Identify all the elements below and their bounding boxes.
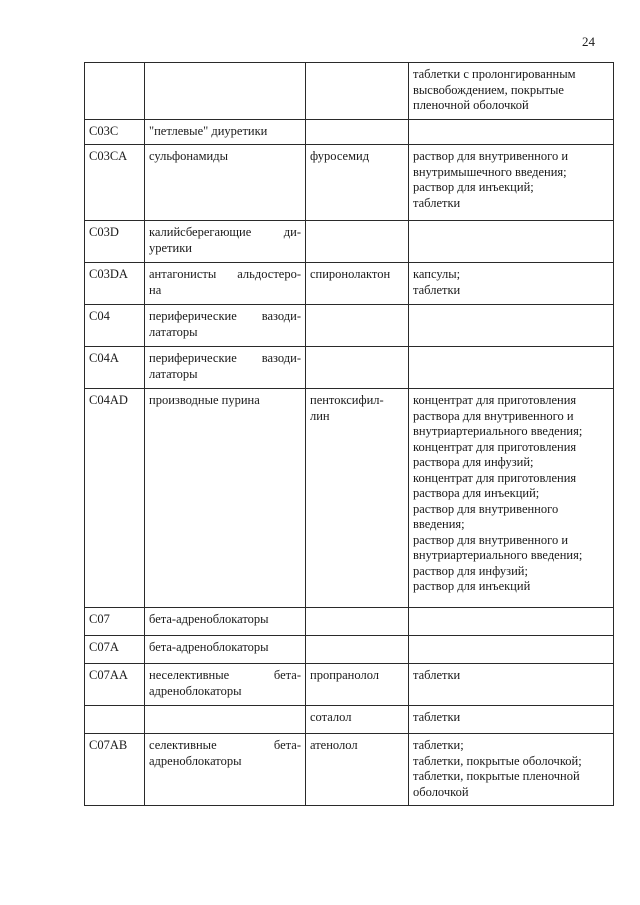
dosage-form-cell-line: внутриартериального введения; [413,424,583,438]
atc-code-cell [85,706,145,734]
dosage-form-cell-line: концентрат для приготовления [413,393,577,407]
group-name-cell-line: лататоры [149,366,198,381]
dosage-form-cell-line: раствора для инфузий; [413,455,534,469]
dosage-form-cell-line: введения; [413,517,465,531]
table-row [85,608,614,636]
atc-code-cell: C07AA [85,664,145,706]
table-row [85,305,614,347]
group-name-cell [145,608,306,636]
group-name-cell-line: периферические вазоди- [149,351,301,365]
inn-cell [306,119,409,145]
table-row [85,389,614,608]
atc-code-cell: C03D [85,221,145,263]
inn-cell-line: лин [310,408,330,423]
table-row [85,263,614,305]
group-name-cell-line: неселективные бета- [149,668,301,682]
group-name-cell [145,347,306,389]
atc-code-cell: C07 [85,608,145,636]
group-name-cell [145,305,306,347]
dosage-form-cell-line: таблетки [413,710,461,724]
dosage-form-cell [409,636,614,664]
group-name-cell [145,636,306,664]
atc-code-cell [85,63,145,120]
dosage-form-cell [409,263,614,305]
inn-cell [306,263,409,305]
table-row [85,636,614,664]
dosage-form-cell-line: пленочной оболочкой [413,98,529,112]
dosage-form-cell-line: раствор для инфузий; [413,563,528,578]
group-name-cell [145,389,306,608]
group-name-cell-line: "петлевые" диуретики [149,123,268,138]
inn-cell-line: спиронолактон [310,267,391,281]
group-name-cell-line: адреноблокаторы [149,753,242,768]
group-name-cell [145,734,306,806]
group-name-cell [145,221,306,263]
inn-cell [306,145,409,221]
group-name-cell-line: уретики [149,240,192,255]
inn-cell-line: пропранолол [310,668,380,682]
inn-cell [306,63,409,120]
atc-code-cell: C03C [85,119,145,145]
group-name-cell [145,119,306,145]
group-name-cell-line: на [149,282,162,297]
dosage-form-cell-line: оболочкой [413,784,469,799]
page-number: 24 [582,34,595,49]
table-row [85,63,614,120]
inn-cell [306,706,409,734]
group-name-cell-line: сульфонамиды [149,149,228,163]
atc-code-cell: C04A [85,347,145,389]
dosage-form-cell [409,389,614,608]
table-row [85,119,614,145]
dosage-form-cell [409,305,614,347]
dosage-form-cell-line: таблетки, покрытые оболочкой; [413,753,582,768]
group-name-cell [145,63,306,120]
dosage-form-cell-line: таблетки [413,195,461,210]
dosage-form-cell-line: раствора для внутривенного и [413,408,574,423]
atc-code-cell: C03CA [85,145,145,221]
dosage-form-cell [409,119,614,145]
dosage-form-cell-line: раствор для внутривенного и [413,532,569,547]
inn-cell-line: соталол [310,710,352,724]
dosage-form-cell-line: высвобождением, покрытые [413,82,564,97]
dosage-form-cell-line: концентрат для приготовления [413,439,577,454]
inn-cell [306,389,409,608]
table-row [85,221,614,263]
dosage-form-cell-line: таблетки [413,282,461,297]
atc-code-cell: C04AD [85,389,145,608]
group-name-cell-line: производные пурина [149,393,260,407]
inn-cell-line: фуросемид [310,149,370,163]
table-row [85,145,614,221]
inn-cell [306,305,409,347]
dosage-form-cell [409,664,614,706]
dosage-form-cell-line: раствор для внутривенного [413,501,559,516]
atc-code-cell: C07A [85,636,145,664]
inn-cell-line: пентоксифил- [310,393,384,407]
dosage-form-cell-line: раствор для инъекций; [413,180,534,194]
dosage-form-cell-line: концентрат для приготовления [413,470,577,485]
inn-cell [306,636,409,664]
dosage-form-cell-line: внутриартериального введения; [413,548,583,562]
dosage-form-cell [409,221,614,263]
group-name-cell-line: лататоры [149,324,198,339]
drug-table-body [85,63,614,806]
dosage-form-cell-line: раствора для инъекций; [413,486,540,500]
dosage-form-cell [409,734,614,806]
dosage-form-cell-line: внутримышечного введения; [413,164,567,179]
table-row [85,347,614,389]
inn-cell [306,734,409,806]
table-row [85,664,614,706]
atc-code-cell: C07AB [85,734,145,806]
group-name-cell [145,706,306,734]
inn-cell [306,221,409,263]
group-name-cell [145,263,306,305]
group-name-cell-line: антагонисты альдостеро- [149,267,301,281]
drug-table [84,62,614,806]
dosage-form-cell-line: раствор для внутривенного и [413,149,569,163]
table-row [85,734,614,806]
dosage-form-cell [409,608,614,636]
dosage-form-cell [409,63,614,120]
group-name-cell-line: бета-адреноблокаторы [149,640,269,654]
dosage-form-cell-line: таблетки [413,668,461,682]
group-name-cell-line: калийсберегающие ди- [149,225,301,239]
dosage-form-cell-line: таблетки, покрытые пленочной [413,769,580,783]
group-name-cell-line: бета-адреноблокаторы [149,612,269,626]
group-name-cell-line: адреноблокаторы [149,683,242,698]
dosage-form-cell-line: раствор для инъекций [413,579,531,593]
table-row [85,706,614,734]
dosage-form-cell-line: капсулы; [413,267,461,281]
dosage-form-cell [409,145,614,221]
atc-code-cell: C04 [85,305,145,347]
dosage-form-cell [409,706,614,734]
dosage-form-cell-line: таблетки с пролонгированным [413,67,576,81]
group-name-cell-line: селективные бета- [149,738,301,752]
group-name-cell [145,664,306,706]
group-name-cell [145,145,306,221]
dosage-form-cell [409,347,614,389]
inn-cell [306,608,409,636]
dosage-form-cell-line: таблетки; [413,738,464,752]
inn-cell [306,664,409,706]
inn-cell-line: атенолол [310,738,358,752]
inn-cell [306,347,409,389]
atc-code-cell: C03DA [85,263,145,305]
group-name-cell-line: периферические вазоди- [149,309,301,323]
